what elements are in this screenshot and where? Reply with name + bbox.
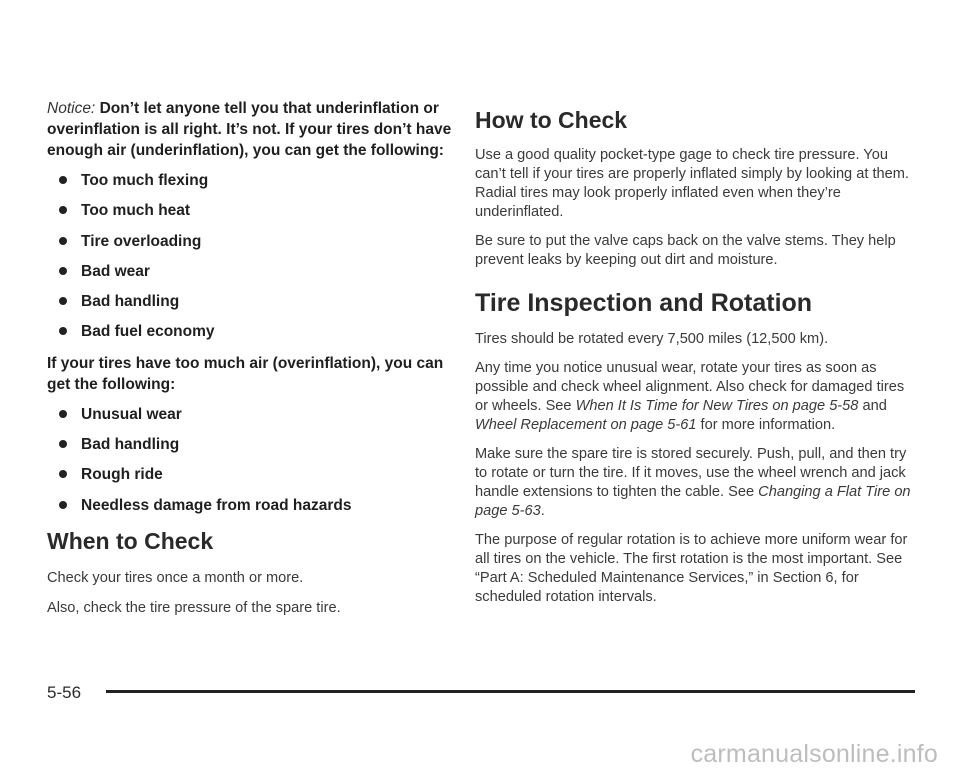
notice-label: Notice: (47, 100, 96, 117)
overinflation-list (47, 404, 465, 525)
list-item: Bad handling (47, 434, 465, 464)
list-item: Needless damage from road hazards (47, 495, 465, 525)
overinflation-intro: If your tires have too much air (overinflation), you can get the following: (47, 354, 444, 393)
how-paragraph-2: Be sure to put the valve caps back on the valve stems. They help prevent leaks by keeping out dirt and moisture. (475, 233, 896, 268)
list-item: Bad wear (47, 261, 465, 291)
left-column (47, 98, 465, 618)
reference-link: When It Is Time for New Tires on page 5-58 (575, 398, 859, 414)
tire-inspection-heading: Tire Inspection and Rotation (475, 289, 813, 317)
rotation-paragraph-4: The purpose of regular rotation is to achieve more uniform wear for all tires on the vehicle. The first rotation is the most important. See “Part A: Scheduled Maintenance Services,” in Section 6, for scheduled rotation intervals. (475, 532, 908, 605)
list-item: Bad fuel economy (47, 321, 465, 351)
how-paragraph-1: Use a good quality pocket-type gage to check tire pressure. You can’t tell if your tires are properly inflated simply by looking at them. Radial tires may look properly inflated even when they’re underinflated. (475, 147, 909, 220)
when-paragraph-2: Also, check the tire pressure of the spare tire. (47, 599, 341, 616)
underinflation-list (47, 170, 465, 352)
how-to-check-heading: How to Check (475, 107, 628, 133)
rotation-paragraph-2: Any time you notice unusual wear, rotate your tires as soon as possible and check wheel alignment. Also check for damaged tires or wheels. See When It Is Time for New Tires on page 5-58 and Wheel Replacement on page 5-61 for more information. (475, 360, 905, 433)
notice-paragraph (47, 98, 465, 161)
bullet-icon (59, 327, 67, 335)
bullet-icon (59, 206, 67, 214)
bullet-icon (59, 176, 67, 184)
footer-rule (106, 690, 915, 693)
list-item: Too much flexing (47, 170, 465, 200)
watermark: carmanualsonline.info (690, 740, 938, 768)
bullet-icon (59, 440, 67, 448)
rotation-paragraph-1: Tires should be rotated every 7,500 miles (12,500 km). (475, 331, 829, 347)
bullet-icon (59, 267, 67, 275)
list-item: Rough ride (47, 464, 465, 494)
when-to-check-heading: When to Check (47, 527, 214, 554)
list-item: Bad handling (47, 291, 465, 321)
bullet-icon (59, 501, 67, 509)
reference-link: Wheel Replacement on page 5-61 (475, 417, 697, 433)
bullet-icon (59, 410, 67, 418)
right-column (475, 106, 920, 607)
list-item: Tire overloading (47, 231, 465, 261)
when-paragraph-1: Check your tires once a month or more. (47, 569, 304, 586)
bullet-icon (59, 297, 67, 305)
list-item: Unusual wear (47, 404, 465, 434)
bullet-icon (59, 237, 67, 245)
rotation-paragraph-3: Make sure the spare tire is stored securely. Push, pull, and then try to rotate or turn the tire. If it moves, use the wheel wrench and jack handle extensions to tighten the cable. See Changing a Flat Tire on page 5-63. (475, 446, 911, 519)
list-item: Too much heat (47, 200, 465, 230)
reference-link: Changing a Flat Tire on page 5-63 (475, 484, 911, 519)
page-number: 5-56 (47, 683, 82, 702)
bullet-icon (59, 470, 67, 478)
notice-text: Don’t let anyone tell you that underinflation or overinflation is all right. It’s not. If your tires don’t have enough air (underinflation), you can get the following: (47, 100, 452, 159)
